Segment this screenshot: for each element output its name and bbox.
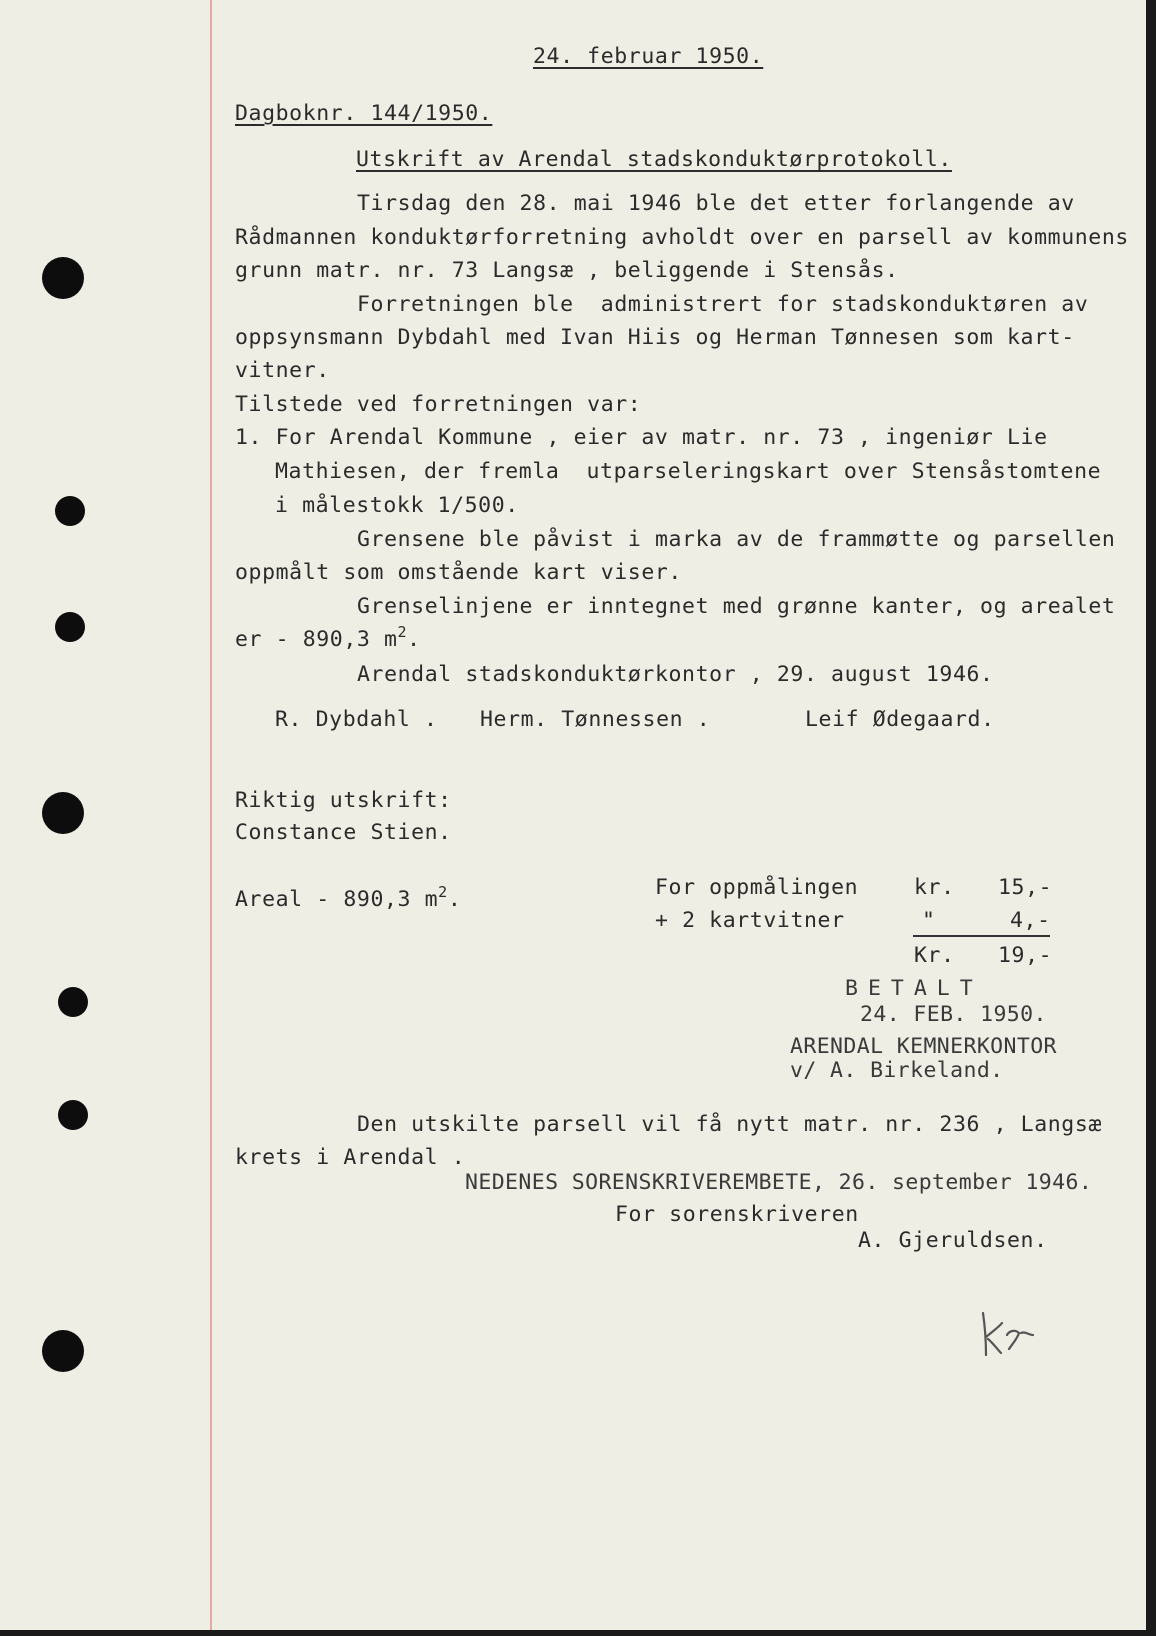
margin-line xyxy=(210,0,212,1630)
closing-line: Den utskilte parsell vil få nytt matr. nr. 236 , Langsæ xyxy=(357,1112,1102,1137)
body-line: Forretningen ble administrert for stadskonduktøren av xyxy=(357,292,1089,317)
body-line: Rådmannen konduktørforretning avholdt over en parsell av kommunens xyxy=(235,225,1129,250)
punch-hole-2 xyxy=(55,496,85,526)
body-line: vitner. xyxy=(235,358,330,383)
document-title: Utskrift av Arendal stadskonduktørprotokoll. xyxy=(356,147,952,172)
sorenskriver-office: NEDENES SORENSKRIVEREMBETE, 26. september 1946. xyxy=(465,1170,1093,1195)
punch-hole-6 xyxy=(58,1100,88,1130)
punch-hole-5 xyxy=(58,987,88,1017)
punch-hole-3 xyxy=(55,612,85,642)
fee-unit: kr. xyxy=(914,875,955,900)
body-line: Grensene ble påvist i marka av de frammøtte og parsellen xyxy=(357,527,1116,552)
punch-hole-7 xyxy=(42,1330,84,1372)
area-superscript: 2 xyxy=(397,623,408,641)
signature-tonnessen: Herm. Tønnessen . xyxy=(480,707,711,732)
body-line: oppmålt som omstående kart viser. xyxy=(235,560,682,585)
closing-line: krets i Arendal . xyxy=(235,1145,466,1170)
body-line: Mathiesen, der fremla utparseleringskart over Stensåstomtene xyxy=(275,459,1102,484)
sorenskriver-for: For sorenskriveren xyxy=(615,1202,859,1227)
office-line: Arendal stadskonduktørkontor , 29. august 1946. xyxy=(357,662,994,687)
body-line: Tirsdag den 28. mai 1946 ble det etter forlangende av xyxy=(357,191,1075,216)
body-line: 1. For Arendal Kommune , eier av matr. nr. 73 , ingeniør Lie xyxy=(235,425,1048,450)
areal-suffix: . xyxy=(447,887,462,912)
fee-amount: 15,- xyxy=(998,875,1053,900)
fee-unit: " xyxy=(922,908,936,933)
handwritten-initials xyxy=(975,1305,1045,1365)
body-line: Grenselinjene er inntegnet med grønne kanter, og arealet xyxy=(357,594,1116,619)
signature-odegaard: Leif Ødegaard. xyxy=(805,707,995,732)
fee-label: For oppmålingen xyxy=(655,875,859,900)
fee-total-amount: 19,- xyxy=(998,943,1053,968)
punch-hole-4 xyxy=(42,792,84,834)
areal-line xyxy=(235,883,462,913)
body-line: oppsynsmann Dybdahl med Ivan Hiis og Herman Tønnesen som kart- xyxy=(235,325,1075,350)
sorenskriver-name: A. Gjeruldsen. xyxy=(858,1228,1048,1253)
stamp-signer: v/ A. Birkeland. xyxy=(790,1058,1004,1083)
body-line: i målestokk 1/500. xyxy=(275,493,519,518)
stamp-date: 24. FEB. 1950. xyxy=(860,1002,1047,1027)
area-value: er - 890,3 m xyxy=(235,627,398,652)
body-line: Tilstede ved forretningen var: xyxy=(235,392,642,417)
fee-amount: 4,- xyxy=(1010,908,1051,933)
stamp-office: ARENDAL KEMNERKONTOR xyxy=(790,1034,1057,1059)
fee-total-unit: Kr. xyxy=(914,943,955,968)
areal-value: Areal - 890,3 m xyxy=(235,887,439,912)
stamp-betalt: BETALT xyxy=(845,976,983,1001)
area-suffix: . xyxy=(407,627,421,652)
areal-superscript: 2 xyxy=(438,883,448,901)
signature-dybdahl: R. Dybdahl . xyxy=(275,707,438,732)
riktig-utskrift: Riktig utskrift: xyxy=(235,788,452,813)
sum-rule xyxy=(913,935,1050,937)
date-header: 24. februar 1950. xyxy=(533,44,764,69)
riktig-signer: Constance Stien. xyxy=(235,820,452,845)
body-line: grunn matr. nr. 73 Langsæ , beliggende i Stensås. xyxy=(235,258,899,283)
punch-hole-1 xyxy=(42,257,84,299)
area-line xyxy=(235,623,421,653)
dagbok-number: Dagboknr. 144/1950. xyxy=(235,101,493,126)
fee-label: + 2 kartvitner xyxy=(655,908,845,933)
